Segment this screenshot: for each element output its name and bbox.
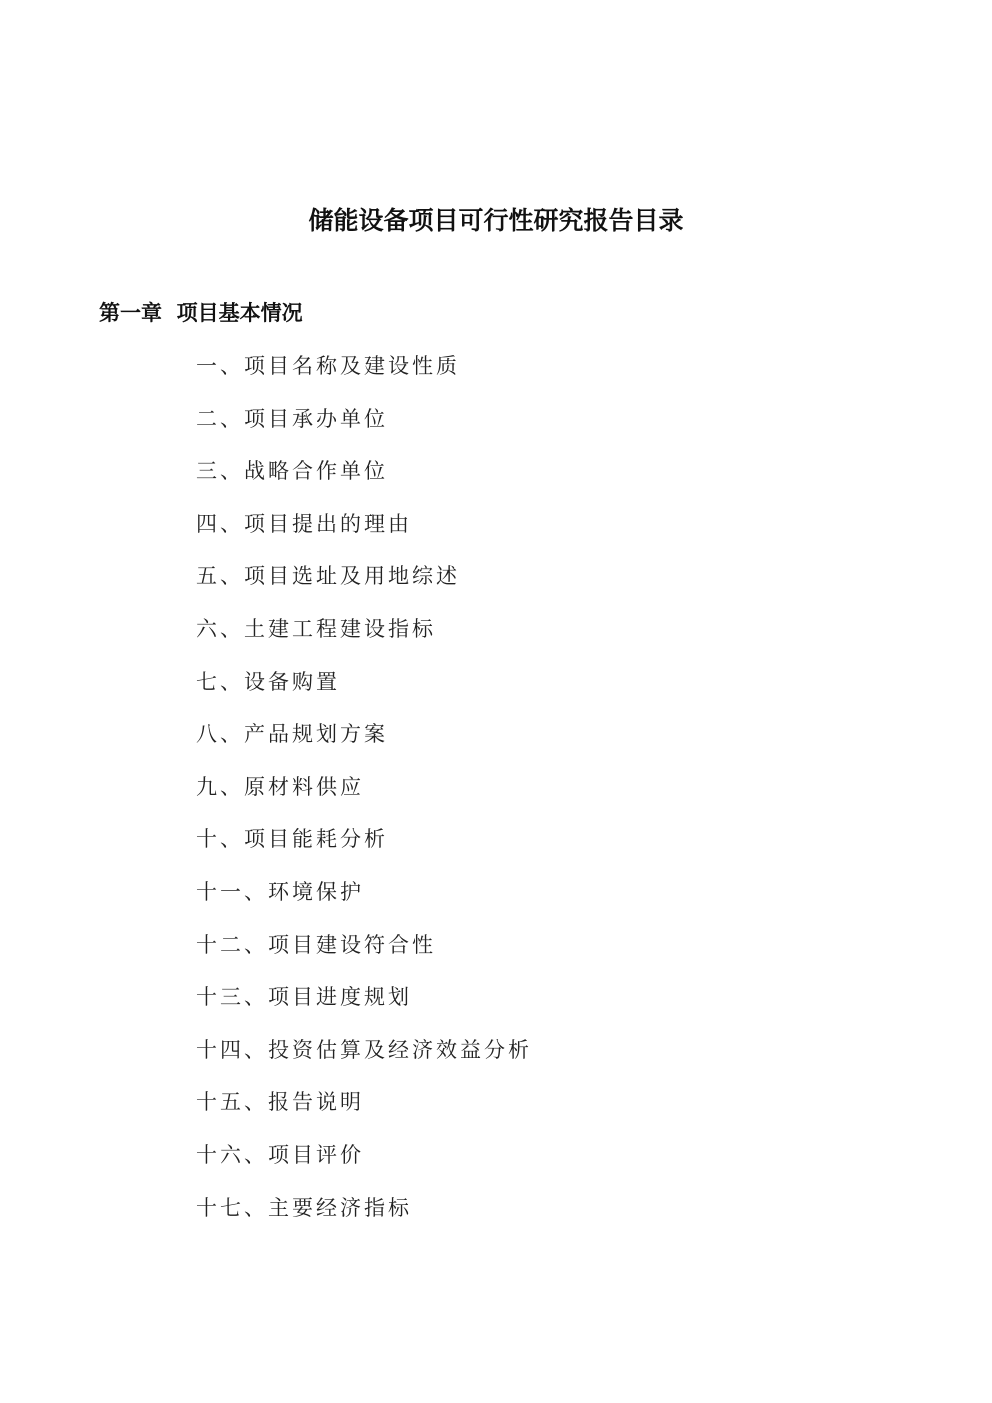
toc-item: 七、设备购置 <box>196 669 340 694</box>
toc-item: 十四、投资估算及经济效益分析 <box>196 1037 532 1062</box>
toc-item: 十五、报告说明 <box>196 1090 364 1115</box>
toc-item: 九、原材料供应 <box>196 774 364 799</box>
chapter-heading: 第一章 项目基本情况 <box>99 301 303 325</box>
toc-item: 十三、项目进度规划 <box>196 985 412 1010</box>
toc-item: 十一、环境保护 <box>196 879 364 904</box>
toc-item: 二、项目承办单位 <box>196 406 388 431</box>
toc-item: 十、项目能耗分析 <box>196 827 388 852</box>
toc-item: 十六、项目评价 <box>196 1142 364 1167</box>
toc-item: 十二、项目建设符合性 <box>196 932 436 957</box>
toc-item: 四、项目提出的理由 <box>196 511 412 536</box>
toc-item: 五、项目选址及用地综述 <box>196 564 460 589</box>
toc-item: 一、项目名称及建设性质 <box>196 354 460 378</box>
toc-item: 八、产品规划方案 <box>196 722 388 747</box>
toc-item: 十七、主要经济指标 <box>196 1195 412 1220</box>
toc-list <box>196 350 532 1244</box>
toc-item: 六、土建工程建设指标 <box>196 616 436 641</box>
toc-item: 三、战略合作单位 <box>196 459 388 484</box>
document-title: 储能设备项目可行性研究报告目录 <box>308 206 684 235</box>
